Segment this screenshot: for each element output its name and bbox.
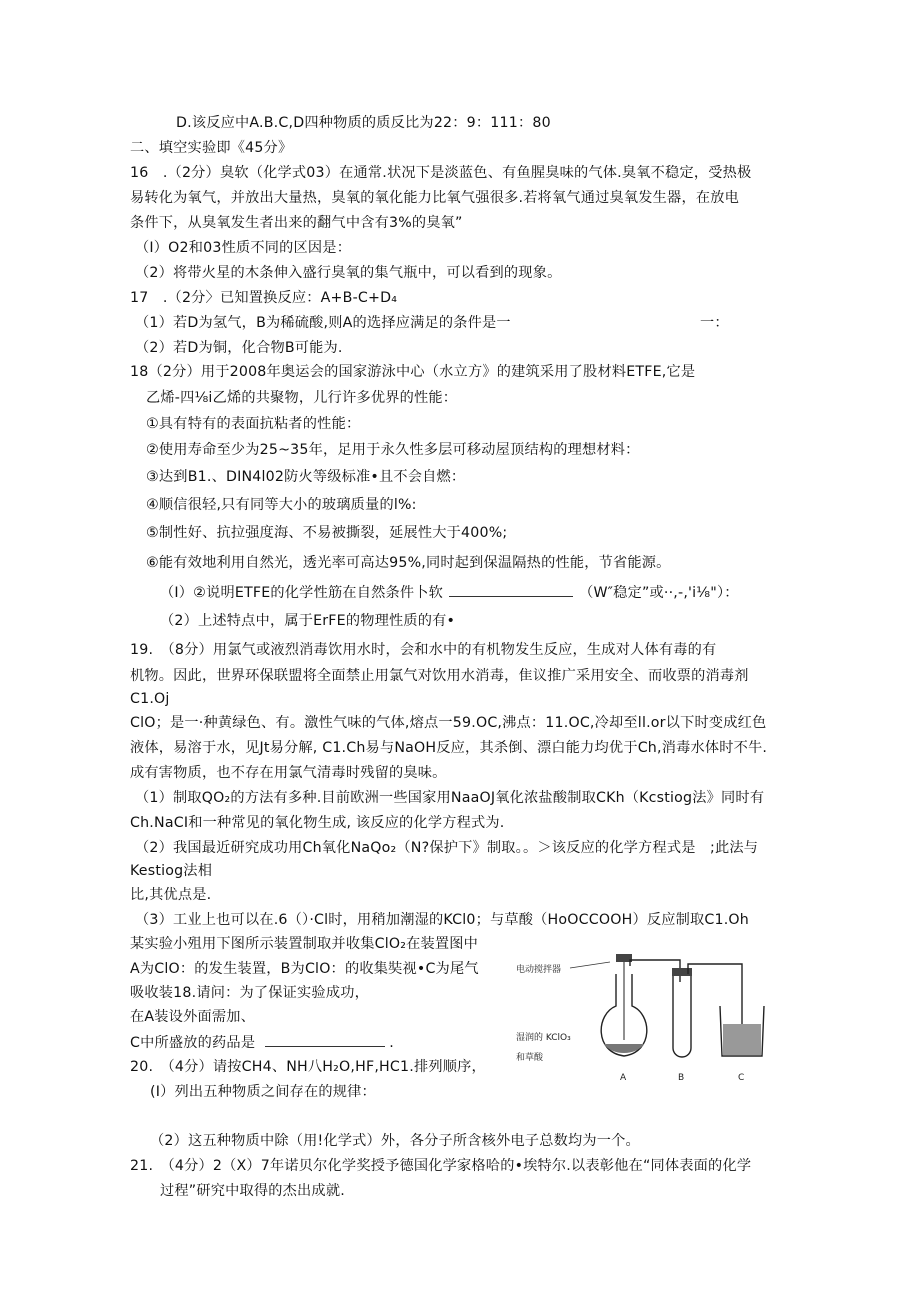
q20-subquestion: （2）这五种物质中除（用!化学式）外，各分子所含核外电子总数均为一个。 (150, 1133, 640, 1149)
flask-a (601, 954, 680, 1056)
q19-subquestion-text: C中所盛放的药品是 (130, 1035, 256, 1051)
q21-text: 过程”研究中取得的杰出成就. (160, 1183, 345, 1199)
q20-subquestion: (I）列出五种物质之间存在的规律： (150, 1084, 376, 1100)
q18-property: ④顺信很轻,只有同等大小的玻璃质量的l%: (146, 497, 417, 513)
label-b: B (678, 1073, 685, 1083)
q19-subquestion-end: . (389, 1035, 394, 1051)
q18-property: ②使用寿命至少为25~35年，足用于永久性多层可移动屋顶结构的理想材料： (146, 442, 640, 458)
q19-text: 液体，易溶于水，见Jt易分解, C1.Ch易与NaOH反应，其杀倒、漂白能力均优于Ch,消毒水体时不牛. (130, 740, 768, 756)
q16-subquestion: （2）将带火星的木条伸入盛行臭氧的集气瓶中，可以看到的现象。 (135, 265, 562, 281)
q19-subquestion: （3）工业上也可以在.6（）·Cl时，用稍加潮湿的KCl0；与草酸（HoOCCOOH）反应制取C1.Oh (135, 912, 749, 928)
q19-subquestion: 比,其优点是. (130, 887, 212, 903)
q19-subquestion: 某实验小殂用下图所示装置制取并收集ClO₂在装置图中 (130, 936, 479, 952)
section-heading: 二、填空实验即《45分》 (130, 140, 293, 156)
q19-subquestion (130, 1032, 394, 1053)
q19-text: ClO；是一·种黄绿色、有。激性气味的气体,熔点一59.OC,沸点：11.OC,冷却至ll.or以下时变成红色 (130, 715, 767, 731)
stirrer-label: 电动搅拌器 (516, 965, 562, 975)
q19-subquestion: 在A装设外面需加、 (130, 1009, 256, 1025)
q19-subquestion: Kestiog法相 (130, 863, 213, 879)
q18-property: ⑤制性好、抗拉强度海、不易被撕裂，延展性大于400%; (146, 525, 508, 541)
q16-text: 16 .（2分）臭软（化学式03）在通常.状况下是淡蓝色、有鱼腥臭味的气体.臭氧不稳定，受热极 (130, 165, 752, 181)
q18-property: ③达到B1.、DIN4l02防火等级标准•且不会自燃： (146, 469, 466, 485)
q18-subquestion-text: （I）②说明ETFE的化学性筋在自然条件卜软 (160, 585, 444, 601)
q17-subquestion: （1）若D为氢气，B为稀硫酸,则A的选择应满足的条件是一 (135, 315, 511, 331)
q16-text: 易转化为氧气，并放出大量热，臭氧的氧化能力比氧气强很多.若将氧气通过臭氧发生器，在放电 (130, 190, 739, 206)
q19-text: 机物。因此，世界环保联盟将全面禁止用氯气对饮用水消毒，隹议推广采用安全、而收票的消毒剂 (130, 668, 749, 684)
q19-subquestion: Ch.NaCI和一种常见的氧化物生成, 该反应的化学方程式为. (130, 815, 505, 831)
beaker-liquid (723, 1024, 761, 1055)
q18-text: 18（2分）用于2008年奥运会的国家游泳中心（水立方》的建筑采用了股材料ETFE,它是 (130, 364, 696, 380)
option-d-line: D.该反应中A.B.C,D四种物质的质反比为22：9：111：80 (176, 115, 551, 131)
q19-text: 成有害物质，也不存在用氯气清毒时残留的臭味。 (130, 765, 447, 781)
answer-blank[interactable] (265, 1032, 385, 1047)
tube-body (673, 976, 691, 1057)
q17-subquestion-end: 一： (700, 315, 729, 331)
q18-property: ⑥能有效地利用自然光，透光率可高达95%,同时起到保温隔热的性能，节省能源。 (146, 555, 671, 571)
q20-text: 20. （4分）请按CH4、NH八H₂O,HF,HC1.排列顺序， (130, 1059, 486, 1075)
label-a: A (620, 1073, 627, 1083)
q18-subquestion: （2）上述特点中，属于ErFE的物理性质的有• (160, 613, 456, 629)
reagent-label: 湿润的 KClO₃ (516, 1033, 571, 1043)
q16-subquestion: （I）O2和03性质不同的区因是： (135, 240, 352, 256)
stopper (672, 968, 692, 976)
flask-contents (604, 1044, 644, 1053)
reagent-label: 和草酸 (516, 1053, 544, 1063)
q17-text: 17 .（2分〉已知置换反应：A+B-C+D₄ (130, 290, 398, 306)
q19-subquestion: 吸收装18.请问：为了保证实验成功， (130, 985, 369, 1001)
q21-text: 21. （4分）2（X）7年诺贝尔化学奖授予德国化学家格哈的•埃特尔.以表彰他在“同体表面的化学 (130, 1158, 752, 1174)
label-c: C (738, 1073, 745, 1083)
q19-subquestion: （2）我国最近研究成功用Ch氧化NaQo₂（N?保护下》制取。。＞该反应的化学方程式是 ;此法与 (135, 840, 759, 856)
q18-subquestion-choice: （W″稳定”或··,-,'i⅛"）： (579, 585, 739, 601)
q18-subquestion (160, 582, 739, 603)
q16-text: 条件下，从臭氧发生者出来的翻气中含有3%的臭氧” (130, 215, 463, 231)
q17-subquestion: （2）若D为铜，化合物B可能为. (135, 340, 343, 356)
q18-property: ①具有特有的表面抗粘者的性能： (146, 416, 361, 432)
apparatus-figure (512, 944, 770, 1094)
q19-subquestion: （1）制取QO₂的方法有多种.目前欧洲一些国家用NaaOJ氧化浓盐酸制取CKh（Kcstiog法》同时有 (135, 790, 765, 806)
q19-text: C1.Oj (130, 691, 170, 707)
q19-subquestion: A为ClO：的发生装置，B为ClO：的收集奘视•C为尾气 (130, 961, 479, 977)
answer-blank[interactable] (449, 582, 573, 597)
pointer-line (570, 962, 610, 968)
q19-text: 19. （8分）用氯气或液烈消毒饮用水时，会和水中的有机物发生反应，生成对人体有毒的有 (130, 642, 717, 658)
q18-text: 乙烯-四⅛i乙烯的共聚物，儿行许多优界的性能： (146, 390, 458, 406)
